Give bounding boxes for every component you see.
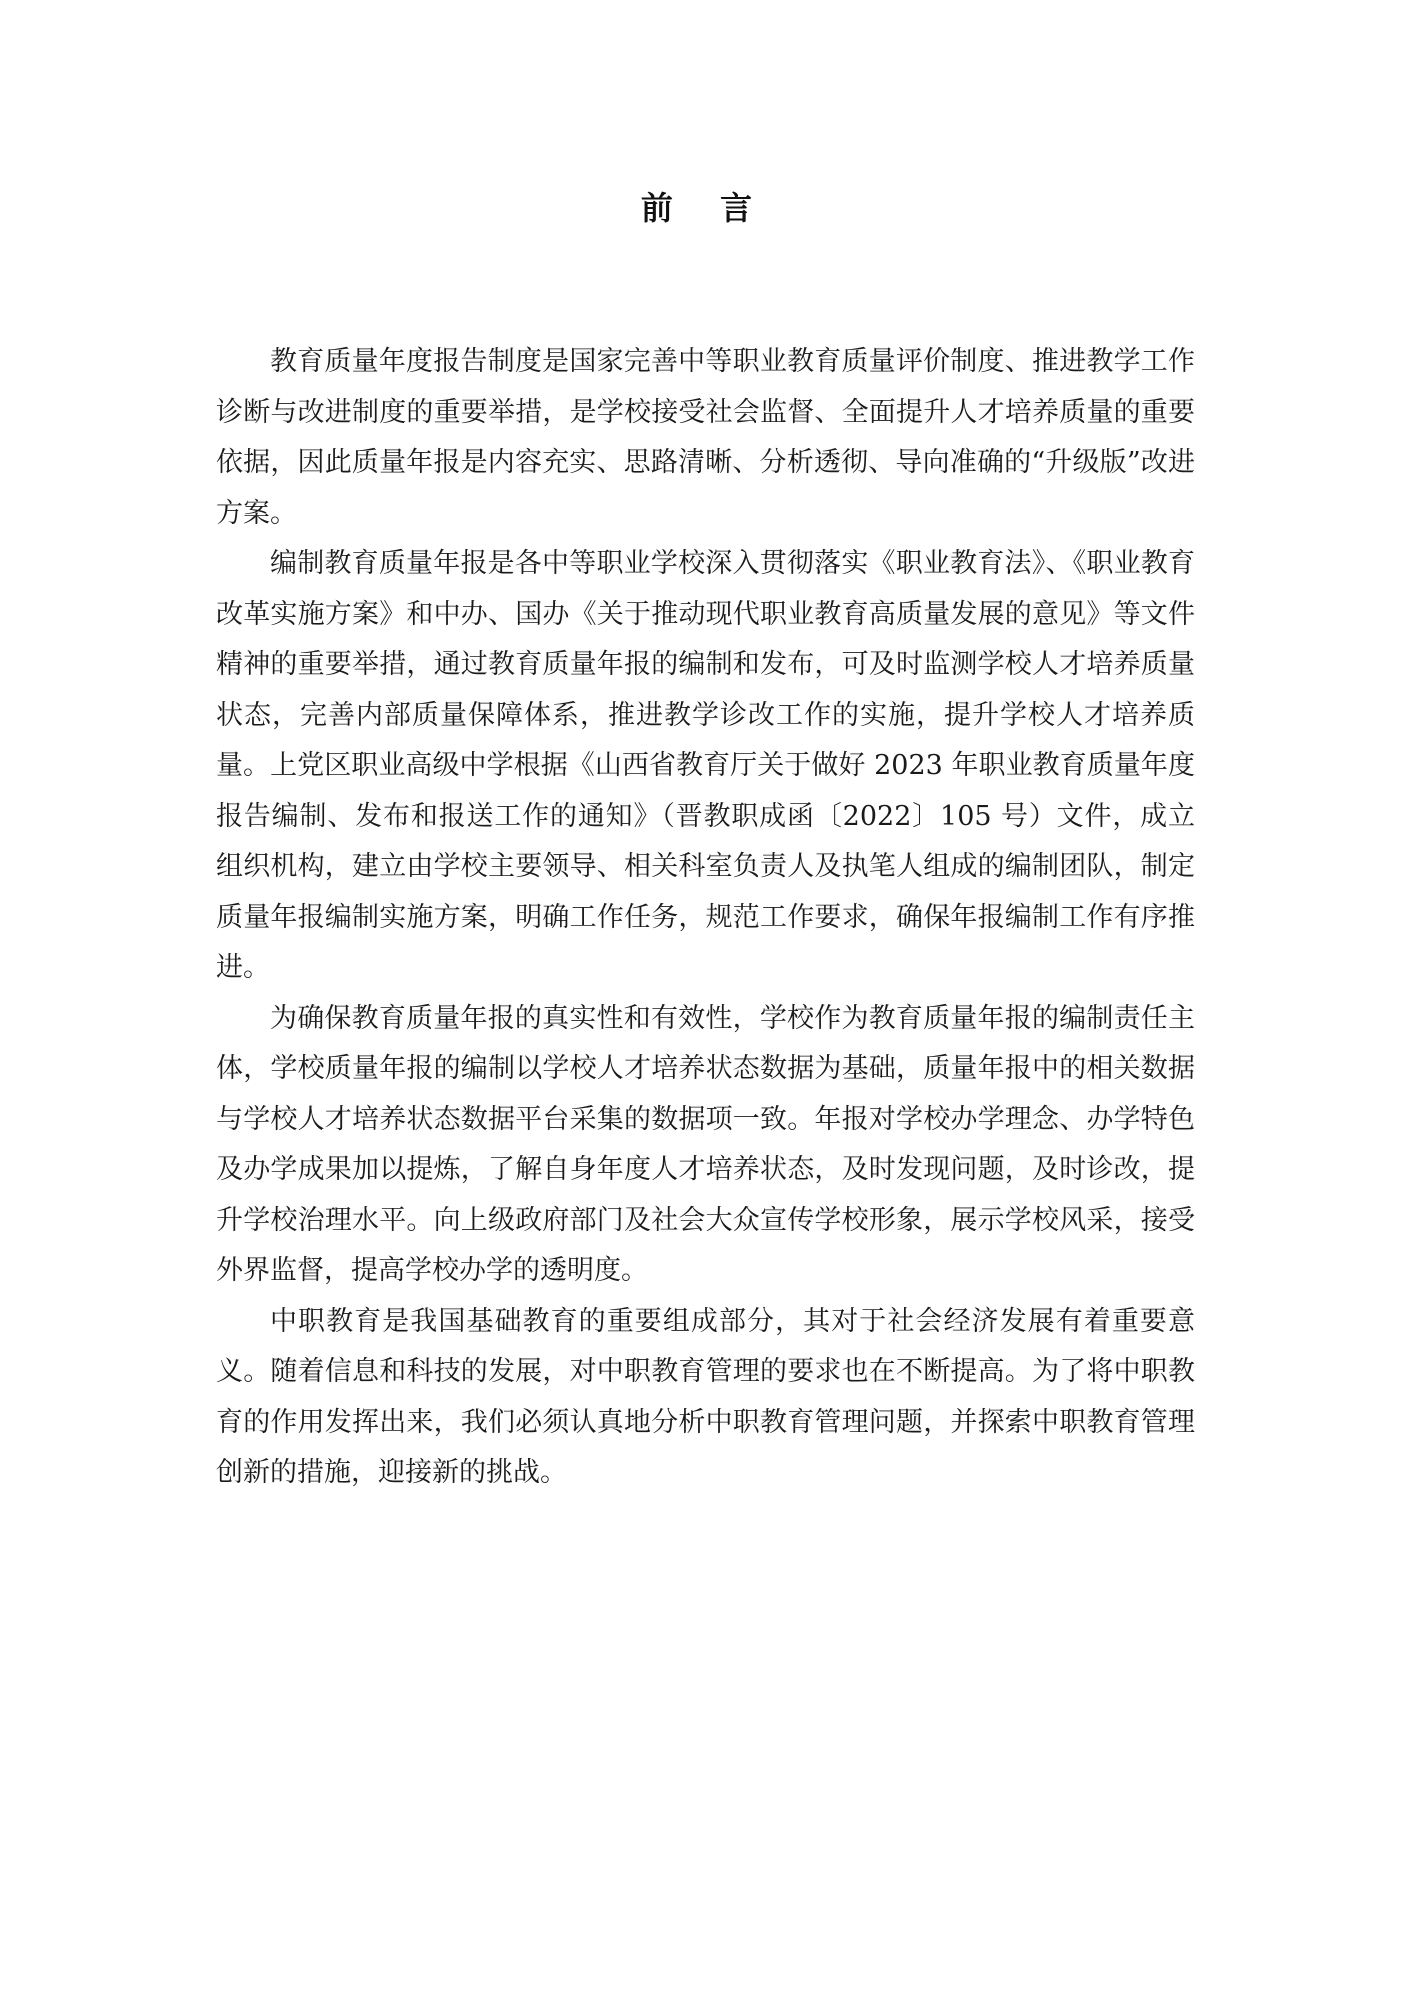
paragraph-3: 为确保教育质量年报的真实性和有效性，学校作为教育质量年报的编制责任主体，学校质量年报的编制以学校人才培养状态数据为基础，质量年报中的相关数据与学校人才培养状态数据平台采集的数据项一致。年报对学校办学理念、办学特色及办学成果加以提炼，了解自身年度人才培养状态，及时发现问题，及时诊改，提升学校治理水平。向上级政府部门及社会大众宣传学校形象，展示学校风采，接受外界监督，提高学校办学的透明度。 <box>216 1002 1195 1286</box>
paragraph-4: 中职教育是我国基础教育的重要组成部分，其对于社会经济发展有着重要意义。随着信息和科技的发展，对中职教育管理的要求也在不断提高。为了将中职教育的作用发挥出来，我们必须认真地分析中职教育管理问题，并探索中职教育管理创新的措施，迎接新的挑战。 <box>216 1305 1195 1488</box>
document-body <box>216 337 1195 1499</box>
paragraph-2: 编制教育质量年报是各中等职业学校深入贯彻落实《职业教育法》、《职业教育改革实施方案》和中办、国办《关于推动现代职业教育高质量发展的意见》等文件精神的重要举措，通过教育质量年报的编制和发布，可及时监测学校人才培养质量状态，完善内部质量保障体系，推进教学诊改工作的实施，提升学校人才培养质量。上党区职业高级中学根据《山西省教育厅关于做好 2023 年职业教育质量年度报告编制、发布和报送工作的通知》（晋教职成函〔2022〕105 号）文件，成立组织机构，建立由学校主要领导、相关科室负责人及执笔人组成的编制团队，制定质量年报编制实施方案，明确工作任务，规范工作要求，确保年报编制工作有序推进。 <box>216 548 1195 983</box>
paragraph-1: 教育质量年度报告制度是国家完善中等职业教育质量评价制度、推进教学工作诊断与改进制度的重要举措，是学校接受社会监督、全面提升人才培养质量的重要依据，因此质量年报是内容充实、思路清晰、分析透彻、导向准确的“升级版”改进方案。 <box>216 346 1195 529</box>
page-title: 前 言 <box>640 189 771 227</box>
